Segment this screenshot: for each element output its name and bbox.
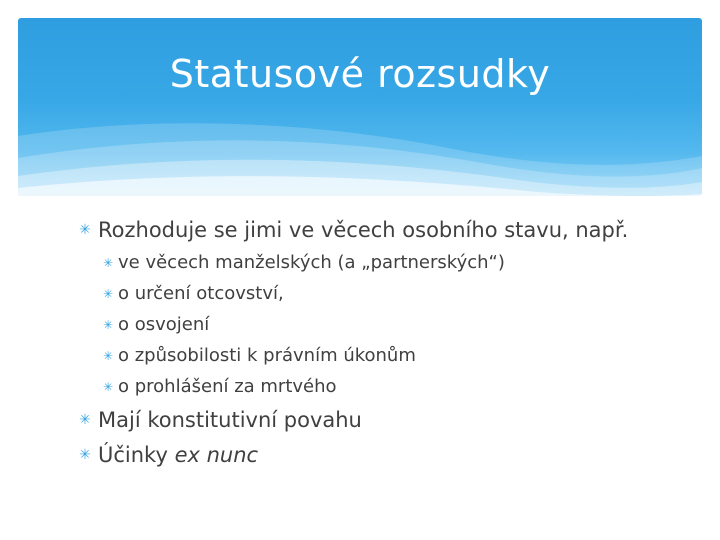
list-item	[72, 218, 628, 242]
list-item-text: Mají konstitutivní povahu	[98, 408, 362, 432]
list-item	[72, 443, 258, 467]
sub-list-item	[98, 252, 505, 273]
asterisk-bullet-icon: ✳	[79, 447, 91, 463]
sub-list-item-text: o prohlášení za mrtvého	[118, 376, 337, 397]
asterisk-bullet-icon: ✳	[102, 379, 114, 394]
asterisk-bullet-icon: ✳	[102, 286, 114, 301]
sub-list-item-text: ve věcech manželských (a „partnerských“)	[118, 252, 505, 273]
asterisk-bullet-icon: ✳	[102, 317, 114, 332]
list-item-text: Rozhoduje se jimi ve věcech osobního stavu, např.	[98, 218, 629, 242]
sub-list-item	[98, 376, 337, 397]
list-item	[72, 408, 362, 432]
asterisk-bullet-icon: ✳	[102, 348, 114, 363]
asterisk-bullet-icon: ✳	[79, 222, 91, 238]
sub-list-item-text: o osvojení	[118, 314, 210, 335]
list-item-text-italic: ex nunc	[174, 443, 259, 467]
asterisk-bullet-icon: ✳	[79, 412, 91, 428]
sub-list-item-text: o určení otcovství,	[118, 283, 284, 304]
sub-list-item	[98, 314, 209, 335]
sub-list-item-text: o způsobilosti k právním úkonům	[118, 345, 416, 366]
asterisk-bullet-icon: ✳	[102, 255, 114, 270]
sub-list-item	[98, 283, 284, 304]
list-item-text-plain: Účinky	[98, 443, 175, 467]
page-title: Statusové rozsudky	[169, 52, 551, 96]
list-item-text	[98, 443, 258, 467]
sub-list-item	[98, 345, 416, 366]
